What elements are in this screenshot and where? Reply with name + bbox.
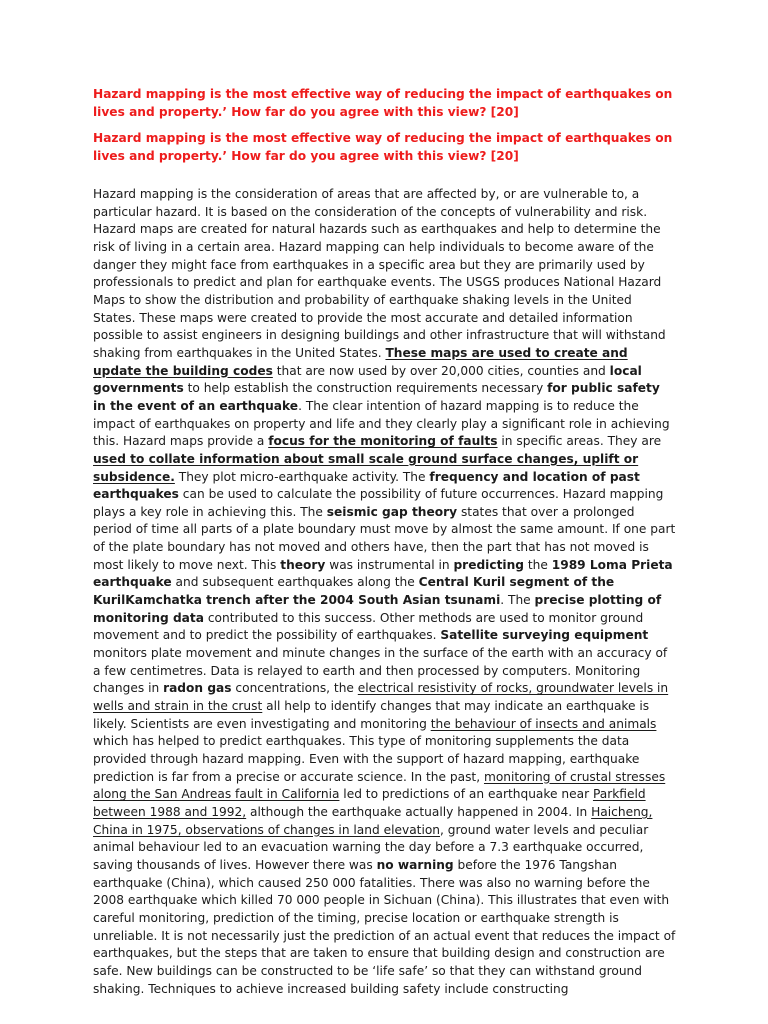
essay-body-paragraph — [93, 186, 676, 998]
bold-term: precise plotting of monitoring data — [93, 593, 662, 625]
underlined-phrase: electrical resistivity of rocks, groundwater levels in wells and strain in the crust — [93, 681, 669, 714]
body-text-run: , ground water levels and peculiar animal behaviour led to an evacuation warning the day before a 7.3 earthquake occurred, saving thousands of lives. However there was — [93, 822, 649, 872]
bold-term: no warning — [376, 857, 454, 872]
body-text-run: although the earthquake actually happened in 2004. In — [246, 804, 592, 819]
body-text-run: can be used to calculate the possibility of future occurrences. Hazard mapping plays a key role in achieving this. The — [93, 487, 664, 519]
bold-term: 1989 Loma Prieta earthquake — [93, 557, 673, 590]
body-text-run: . The — [500, 593, 535, 608]
bold-underlined-phrase: These maps are used to create and update the building codes — [93, 345, 628, 378]
underlined-phrase: monitoring of crustal stresses along the San Andreas fault in California — [93, 769, 666, 802]
body-text-run: the — [523, 557, 552, 572]
body-text-run: contributed to this success. Other methods are used to monitor ground movement and to predict the possibility of earthquakes. — [93, 610, 644, 643]
essay-question: Hazard mapping is the most effective way of reducing the impact of earthquakes on lives and property.’ How far do you agree with this view? [20] — [93, 87, 673, 119]
body-text-run: They plot micro-earthquake activity. The — [174, 469, 430, 484]
body-text-run: concentrations, the — [231, 681, 358, 696]
bold-term: local governments — [93, 363, 642, 396]
body-text-run: in specific areas. They are — [497, 434, 662, 449]
body-text-run: . The clear intention of hazard mapping is to reduce the impact of earthquakes on property and life and they clearly play a significant role in achieving this. Hazard maps provide a — [93, 398, 670, 449]
underlined-phrase: the behaviour of insects and animals — [430, 716, 657, 731]
bold-term: seismic gap theory — [326, 504, 458, 519]
body-text-run: monitors plate movement and minute changes in the surface of the earth with an accuracy of a few centimetres. Data is relayed to earth and then processed by computers. Monitoring changes in — [93, 646, 668, 696]
bold-underlined-phrase: used to collate information about small scale ground surface changes, uplift or subsidence. — [93, 451, 639, 484]
bold-term: for public safety in the event of an earthquake — [93, 381, 660, 413]
bold-term: predicting — [453, 557, 524, 572]
body-text-run: which has helped to predict earthquakes. This type of monitoring supplements the data provided through hazard mapping. Even with the support of hazard mapping, earthquake prediction is far from a precise or accurate science. In the past, — [93, 734, 640, 784]
body-text-run: states that over a prolonged period of time all parts of a plate boundary must move by almost the same amount. If one part of the plate boundary has not moved and others have, then the part that has not moved is most likely to move next. This — [93, 504, 676, 572]
underlined-phrase: Parkfield between 1988 and 1992, — [93, 787, 646, 819]
essay-question-repeat: Hazard mapping is the most effective way of reducing the impact of earthquakes on lives and property.’ How far do you agree with this view? [20] — [93, 131, 673, 163]
bold-term: frequency and location of past earthquakes — [93, 469, 640, 502]
bold-term: theory — [280, 557, 326, 572]
body-text-run: led to predictions of an earthquake near — [339, 787, 593, 802]
bold-term: Satellite surveying equipment — [440, 628, 649, 643]
bold-underlined-phrase: focus for the monitoring of faults — [268, 434, 498, 449]
body-text-run: and subsequent earthquakes along the — [171, 575, 419, 590]
body-text-run: Hazard mapping is the consideration of areas that are affected by, or are vulnerable to, a particular hazard. It is based on the consideration of the concepts of vulnerability and risk. Hazard maps are created for natural hazards such as earthquakes and help to determine the risk of living in a certain area. Hazard mapping can help individuals to become aware of the danger they might face from earthquakes in a specific area but they are primarily used by professionals to predict and plan for earthquake events. The USGS produces National Hazard Maps to show the distribution and probability of earthquake shaking levels in the United States. These maps were created to provide the most accurate and detailed information possible to assist engineers in designing buildings and other infrastructure that will withstand shaking from earthquakes in the United States. — [93, 187, 666, 360]
body-text-run: that are now used by over 20,000 cities, counties and — [272, 363, 610, 378]
body-text-run: before the 1976 Tangshan earthquake (China), which caused 250 000 fatalities. There was also no warning before the 2008 earthquake which killed 70 000 people in Sichuan (China). This illustrates that even with careful monitoring, prediction of the timing, precise location or earthquake strength is unreliable. It is not necessarily just the prediction of an actual event that reduces the impact of earthquakes, but the steps that are taken to ensure that building design and construction are safe. New buildings can be constructed to be ‘life safe’ so that they can withstand ground shaking. Techniques to achieve increased building safety include constructing — [93, 857, 676, 996]
body-text-run: to help establish the construction requirements necessary — [183, 381, 548, 396]
body-text-run: was instrumental in — [325, 557, 454, 572]
body-text-run: all help to identify changes that may indicate an earthquake is likely. Scientists are even investigating and monitoring — [93, 699, 650, 731]
underlined-phrase: Haicheng, China in 1975, observations of changes in land elevation — [93, 804, 653, 837]
bold-term: Central Kuril segment of the KurilKamchatka trench after the 2004 South Asian tsunami — [93, 575, 615, 608]
bold-term: radon gas — [163, 681, 232, 696]
